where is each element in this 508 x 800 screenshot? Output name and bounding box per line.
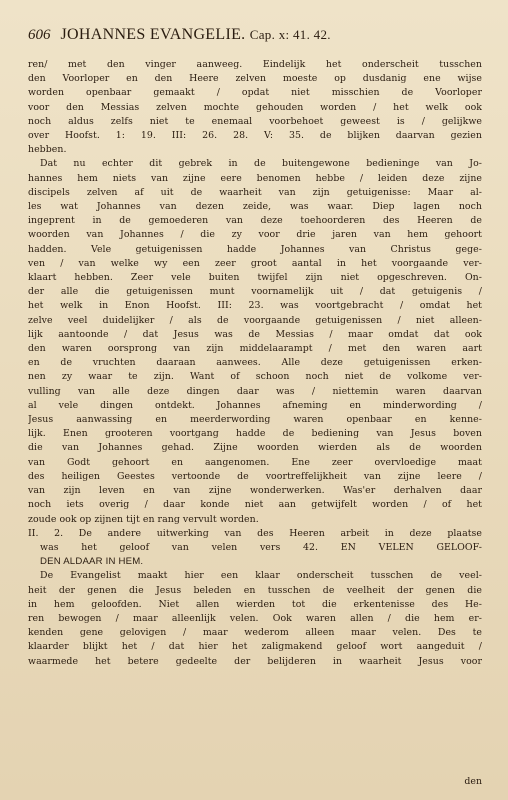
text-line: den waren oorsprong van zijn middelaarampt / met den waren aart [28, 343, 482, 355]
text-line: en de vruchten daaraan aanwees. Alle deze getuigenissen erken- [28, 357, 482, 369]
text-line: voor den Messias zelven mochte gehouden worden / het welk ook [28, 101, 482, 113]
text-line: discipels zelven af uit de waarheit van zijn getuigenisse: Maar al- [28, 186, 482, 198]
text-line: den Voorloper en den Heere zelven moeste op dusdanig ene wijse [28, 73, 482, 85]
text-line: DEN ALDAAR IN HEM. [40, 556, 144, 568]
text-line: van zijn leven en van zijne wonderwerken. Was'er derhalven daar [28, 485, 482, 497]
text-line: van Godt gehoort en aangenomen. Ene zeer overvloedige maat [28, 456, 482, 468]
text-line: kenden gene gelovigen / maar wederom alleen maar velen. Des te [28, 627, 482, 639]
text-line: Dat nu echter dit gebrek in de buitengewone bedieninge van Jo- [40, 158, 482, 170]
text-line: II. 2. De andere uitwerking van des Heeren arbeit in deze plaatse [28, 527, 482, 539]
text-line: De Evangelist maakt hier een klaar onderscheit tusschen de veel- [40, 570, 482, 582]
text-line: klaart hebben. Zeer vele buiten twijfel zijn niet opgeschreven. On- [28, 272, 482, 284]
page-number: 606 [28, 27, 51, 43]
text-line: hannes hem niets van zijne eere benomen hebbe / leiden deze zijne [28, 172, 482, 184]
text-line: Jesus aanwassing en meerderwording waren openbaar en kenne- [28, 414, 482, 426]
text-line: hebben. [28, 144, 67, 156]
text-line: ren/ met den vinger aanweeg. Eindelijk het onderscheit tusschen [28, 59, 482, 70]
text-line: in hem geloofden. Niet allen wierden tot die erkentenisse des He- [28, 598, 482, 610]
text-line: des heiligen Geestes vertoonde de voortreffelijkheit van zijne leere / [28, 470, 482, 482]
body-text [28, 58, 482, 669]
text-line: zelve veel duidelijker / als de voorgaande getuigenissen / niet alleen- [28, 314, 482, 326]
text-line: zoude ook op zijnen tijt en rang vervult worden. [28, 513, 259, 525]
text-line: worden openbaar gemaakt / opdat niet misschien de Voorloper [28, 87, 482, 99]
text-line: vulling van alle deze dingen daar was / niettemin waren daarvan [28, 385, 482, 397]
text-line: ingeprent in de gemoederen van deze toehoorderen des Heeren de [28, 215, 482, 227]
text-line: lijk aantoonde / dat Jesus was de Messias / maar omdat dat ook [28, 328, 482, 340]
text-line: klaarder blijkt het / dat hier het zaligmakend geloof wort aangeduit / [28, 641, 482, 653]
text-line: die van Johannes gehad. Zijne woorden wierden als de woorden [28, 442, 482, 454]
page-header [28, 26, 482, 52]
text-line: der alle die getuigenissen munt voornamelijk uit / dat getuigenis / [28, 286, 482, 298]
chapter-reference: Cap. x: 41. 42. [249, 27, 331, 42]
text-line: waarmede het betere gedeelte der belijderen in waarheit Jesus voor [28, 655, 482, 667]
text-line: noch aldus zelfs niet te enemaal voorbehoet geweest is / gelijkwe [28, 115, 482, 127]
text-line: het welk in Enon Hoofst. III: 23. was voortgebracht / omdat het [28, 300, 482, 312]
running-title [61, 26, 331, 44]
text-line: was het geloof van velen vers 42. EN VELEN GELOOF- [40, 541, 482, 553]
text-line: lijk. Enen grooteren voortgang hadde de bediening van Jesus boven [28, 428, 482, 440]
text-line: heit der genen die Jesus beleden en tusschen de veelheit der genen die [28, 584, 482, 596]
text-line: nen zy waar te zijn. Want of schoon noch niet de volkome ver- [28, 371, 482, 383]
text-line: noch iets overig / daar konde niet aan getwijfelt worden / of het [28, 499, 482, 511]
text-line: hadden. Vele getuigenissen hadde Johannes van Christus gege- [28, 243, 482, 255]
text-line: les wat Johannes van dezen zeide, was waar. Diep lagen noch [28, 201, 482, 213]
text-line: al vele dingen ontdekt. Johannes afneming en minderwording / [28, 399, 482, 411]
book-title: JOHANNES EVANGELIE. [60, 26, 246, 43]
text-line: ren bewogen / maar alleenlijk velen. Ook waren allen / die hem er- [28, 612, 482, 624]
catchword: den [464, 776, 482, 787]
text-line: ven / van welke wy een zeer groot aantal in het voorgaande ver- [28, 257, 482, 269]
text-line: woorden van Johannes / die zy voor drie jaren van hem gehoort [28, 229, 482, 241]
text-line: over Hoofst. 1: 19. III: 26. 28. V: 35. de blijken daarvan gezien [28, 130, 482, 142]
